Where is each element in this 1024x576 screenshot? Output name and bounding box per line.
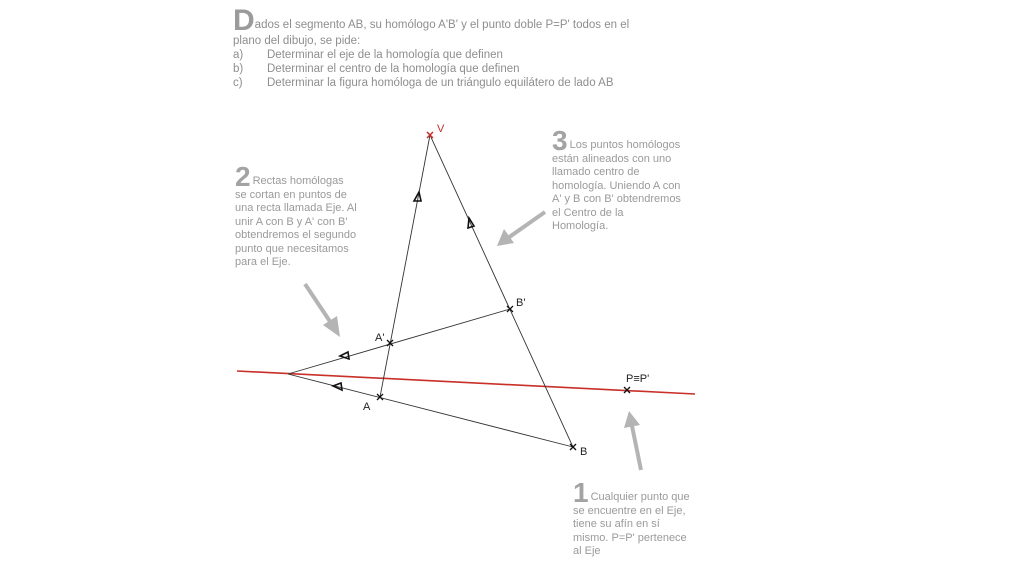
note-3-number: 3 — [552, 125, 568, 156]
note-2-text: Rectas homólogas se cortan en puntos de una recta llamada Eje. Al unir A con B y A' con B' obtendremos el segundo punto que necesitamos para el Eje. — [235, 175, 357, 268]
note-3 — [552, 125, 682, 234]
task-item-b: b) Determinar el centro de la homología que definen — [233, 63, 520, 75]
task-item-c: c) Determinar la figura homóloga de un triángulo equilátero de lado AB — [233, 77, 614, 89]
intro-text: ados el segmento AB, su homólogo A'B' y el punto doble P=P' todos en el plano del dibujo, se pide: — [233, 19, 630, 47]
pointer-arrow-note2 — [305, 284, 340, 337]
note-2-number: 2 — [235, 161, 251, 192]
problem-statement — [233, 4, 653, 90]
dropcap-letter: D — [233, 4, 255, 37]
task-item-a: a) Determinar el eje de la homología que definen — [233, 49, 503, 61]
label-B: B — [580, 446, 588, 458]
line-Aprime-Bprime — [288, 309, 510, 374]
label-V: V — [437, 123, 445, 135]
label-A-prime: A' — [375, 332, 385, 344]
line-V-A — [380, 135, 430, 397]
note-3-text: Los puntos homólogos están alineados con uno llamado centro de homología. Uniendo A con A' y B con B' obtendremos el Centro de la Homología. — [552, 139, 681, 232]
pointer-arrow-note1 — [624, 411, 641, 470]
note-2 — [235, 161, 357, 270]
note-1 — [573, 477, 691, 559]
direction-arrow-VB — [468, 218, 474, 228]
note-1-number: 1 — [573, 477, 589, 508]
pointer-arrow-note3 — [497, 212, 545, 246]
label-P: P≡P' — [626, 373, 650, 385]
label-B-prime: B' — [516, 297, 526, 309]
point-B-prime-mark — [507, 306, 513, 312]
note-1-text: Cualquier punto que se encuentre en el Eje, tiene su afín en sí mismo. P=P' pertenece al Eje — [573, 491, 690, 557]
point-B-mark — [570, 444, 576, 450]
label-A: A — [363, 401, 371, 413]
